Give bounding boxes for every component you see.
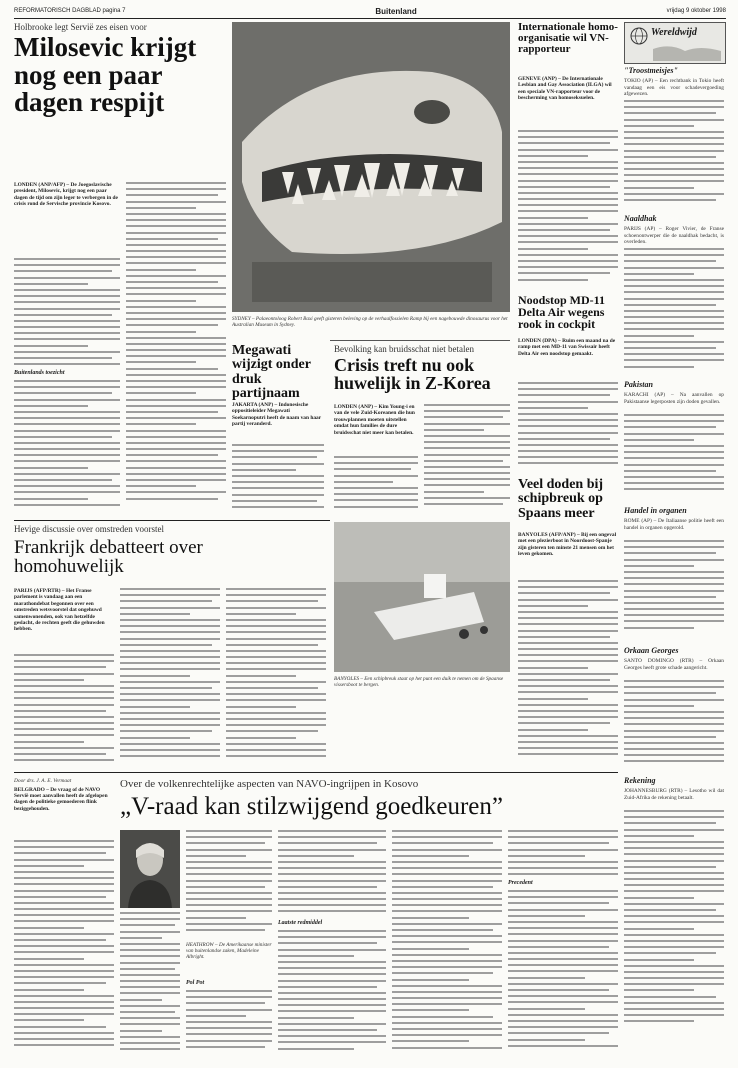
ww-item-1-head: Naaldhak <box>624 214 657 223</box>
ww-item-3-text: ROME (AP) – De Italiaanse politie heeft een handel in organen opgerold. <box>624 518 724 531</box>
lead-col1-body-2 <box>14 380 120 512</box>
korea-lead: LONDEN (ANP) – Kim Young-i en van de vele Zuid-Koreanen die hun trouwplannen moeten uitstellen omdat hun families de dure bruidsschat niet meer kan betalen. <box>334 404 415 436</box>
megawati-lead: JAKARTA (ANP) – Indonesische oppositieleider Megawati Soekarnoputri heeft de naam van haar partij veranderd. <box>232 402 322 428</box>
kosovo-lead: BELGRADO – De vraag of de NAVO Servië moet aanvallen heeft de afgelopen dagen de politieke gemoederen flink beziggehouden. <box>14 786 108 812</box>
lead-col1-body <box>14 258 120 368</box>
frankrijk-body-3 <box>226 588 326 766</box>
ww-item-0-text: TOKIO (AP) – Een rechtbank in Tokio heeft vandaag een eis voor schadevergoeding afgewezen. <box>624 78 724 98</box>
ww-item-2-text: KARACHI (AP) – Na aanvallen op Pakistaanse legerposten zijn doden gevallen. <box>624 392 724 405</box>
kosovo-body-1 <box>14 840 114 1056</box>
kosovo-body-7 <box>392 830 502 1056</box>
veel-doden-lead: BANYOLES (AFP/ANP) – Bij een ongeval met een plezierboot in Noordoost-Spanje zijn gisteren ten minste 21 mensen om het leven gekomen. <box>518 532 617 558</box>
dinosaur-photo <box>232 22 510 312</box>
korea-headline: Crisis treft nu ook huwelijk in Z-Korea <box>334 355 491 394</box>
kosovo-body-8 <box>508 830 618 878</box>
kosovo-body-3 <box>186 830 272 940</box>
ww-item-1-body <box>624 248 724 374</box>
korea-body-1 <box>334 456 418 512</box>
internationale-lead: GENEVE (ANP) – De Internationale Lesbian and Gay Association (ILGA) wil een speciale VN-rapporteur voor de bescherming van homoseksuelen. <box>518 76 612 102</box>
lead-intro: LONDEN (ANP/AFP) – De Joegoslavische president, Milosevic, krijgt nog een paar dagen de tijd om zijn leger te verbergen in de crisis rond de Servische provincie Kosovo. <box>14 182 118 208</box>
ww-item-4-head: Orkaan Georges <box>624 646 679 655</box>
kosovo-body-4 <box>186 990 272 1056</box>
dinosaur-skull-image <box>232 22 510 312</box>
megawati-body <box>232 444 324 512</box>
lead-subhead: Buitenlands toezicht <box>14 370 65 376</box>
kosovo-headline: „V-raad kan stilzwijgend goedkeuren” <box>120 793 503 820</box>
ww-item-5-body <box>624 810 724 1030</box>
page-header <box>14 4 726 19</box>
paper-name: REFORMATORISCH DAGBLAD pagina 7 <box>14 8 126 14</box>
kosovo-sub-precedent: Precedent <box>508 880 533 886</box>
kosovo-top-rule <box>14 772 618 773</box>
kosovo-body-9 <box>508 890 618 1056</box>
dinosaur-photo-caption: SYDNEY – Palaeontoloog Robert Baxi geeft gisteren beleving op de verhaalfossielen Ramp bij een nagebouwde dinosaurus voor het Australian Museum in Sydney. <box>232 316 508 329</box>
noodstop-body <box>518 382 618 472</box>
lead-headline: Milosevic krijgt nog een paar dagen respijt <box>14 32 197 118</box>
veel-doden-body <box>518 580 618 766</box>
ww-item-4-text: SANTO DOMINGO (RTR) – Orkaan Georges heeft grote schade aangericht. <box>624 658 724 671</box>
megawati-headline: Megawati wijzigt onder druk partijnaam <box>232 343 311 401</box>
kosovo-sub-polpot: Pol Pot <box>186 980 205 986</box>
ww-item-0-body <box>624 100 724 210</box>
kosovo-body-5 <box>278 830 386 918</box>
ww-item-5-text: JOHANNESBURG (RTR) – Lesotho wil dat Zuid-Afrika de rekening betaalt. <box>624 788 724 801</box>
ship-photo <box>334 522 510 672</box>
date: vrijdag 9 oktober 1998 <box>666 8 726 14</box>
ship-photo-caption: BANYOLES – Een schipbreuk staat op het punt een duik te nemen om de Spaanse vissersboot te bergen. <box>334 676 504 689</box>
frankrijk-body-1 <box>14 654 114 766</box>
albright-photo <box>120 830 180 908</box>
internationale-body <box>518 130 618 290</box>
korea-body-2 <box>424 404 510 512</box>
ww-item-2-body <box>624 414 724 500</box>
kosovo-body-6 <box>278 930 386 1056</box>
ww-item-1-text: PARIJS (AP) – Roger Vivier, de Franse schoenontwerper die de naaldhak bedacht, is overleden. <box>624 226 724 246</box>
noodstop-headline: Noodstop MD-11 Delta Air wegens rook in cockpit <box>518 293 606 332</box>
ww-item-4-body <box>624 680 724 770</box>
frankrijk-kicker: Hevige discussie over omstreden voorstel <box>14 524 164 534</box>
ww-item-5-head: Rekening <box>624 776 656 785</box>
kosovo-body-2 <box>120 912 180 1056</box>
lead-col2-body <box>126 182 226 512</box>
portrait-image <box>120 830 180 908</box>
section-title: Buitenland <box>375 6 417 16</box>
kosovo-byline-block <box>14 778 114 836</box>
korea-kicker: Bevolking kan bruidsschat niet betalen <box>334 344 474 354</box>
albright-photo-caption: HEATHROW – De Amerikaanse minister van buitenlandse zaken, Madeleine Albright. <box>186 942 272 961</box>
kosovo-sub-redmiddel: Laatste redmiddel <box>278 920 323 926</box>
wereldwijd-title: Wereldwijd <box>651 27 697 38</box>
kosovo-byline: Door drs. J. A. E. Vermaat <box>14 778 72 784</box>
divider <box>14 520 330 521</box>
frankrijk-lead: PARIJS (AFP/RTR) – Het Franse parlement is vandaag aan een marathondebat begonnen over een omstreden wetsvoorstel dat ongehuwd samenwonenden, ook van hetzelfde geslacht, de rechten geeft die gehuwden hebben. <box>14 588 105 633</box>
ww-item-0-head: "Troostmeisjes" <box>624 66 678 75</box>
veel-doden-headline: Veel doden bij schipbreuk op Spaans meer <box>518 477 604 521</box>
ww-item-3-body <box>624 540 724 640</box>
internationale-headline: Internationale homo-organisatie wil VN-rapporteur <box>518 21 618 56</box>
kosovo-kicker: Over de volkenrechtelijke aspecten van NAVO-ingrijpen in Kosovo <box>120 778 419 790</box>
ww-item-3-head: Handel in organen <box>624 506 687 515</box>
frankrijk-body-2 <box>120 588 220 766</box>
sunken-boat-image <box>334 522 510 672</box>
noodstop-lead: LONDEN (DPA) – Ruim een maand na de ramp met een MD-11 van Swissair heeft Delta Air een noodstop gemaakt. <box>518 338 616 357</box>
wereldwijd-box <box>624 22 726 64</box>
lead-kicker: Holbrooke legt Servië zes eisen voor <box>14 22 147 32</box>
ww-item-2-head: Pakistan <box>624 380 653 389</box>
frankrijk-headline: Frankrijk debatteert over homohuwelijk <box>14 537 203 578</box>
